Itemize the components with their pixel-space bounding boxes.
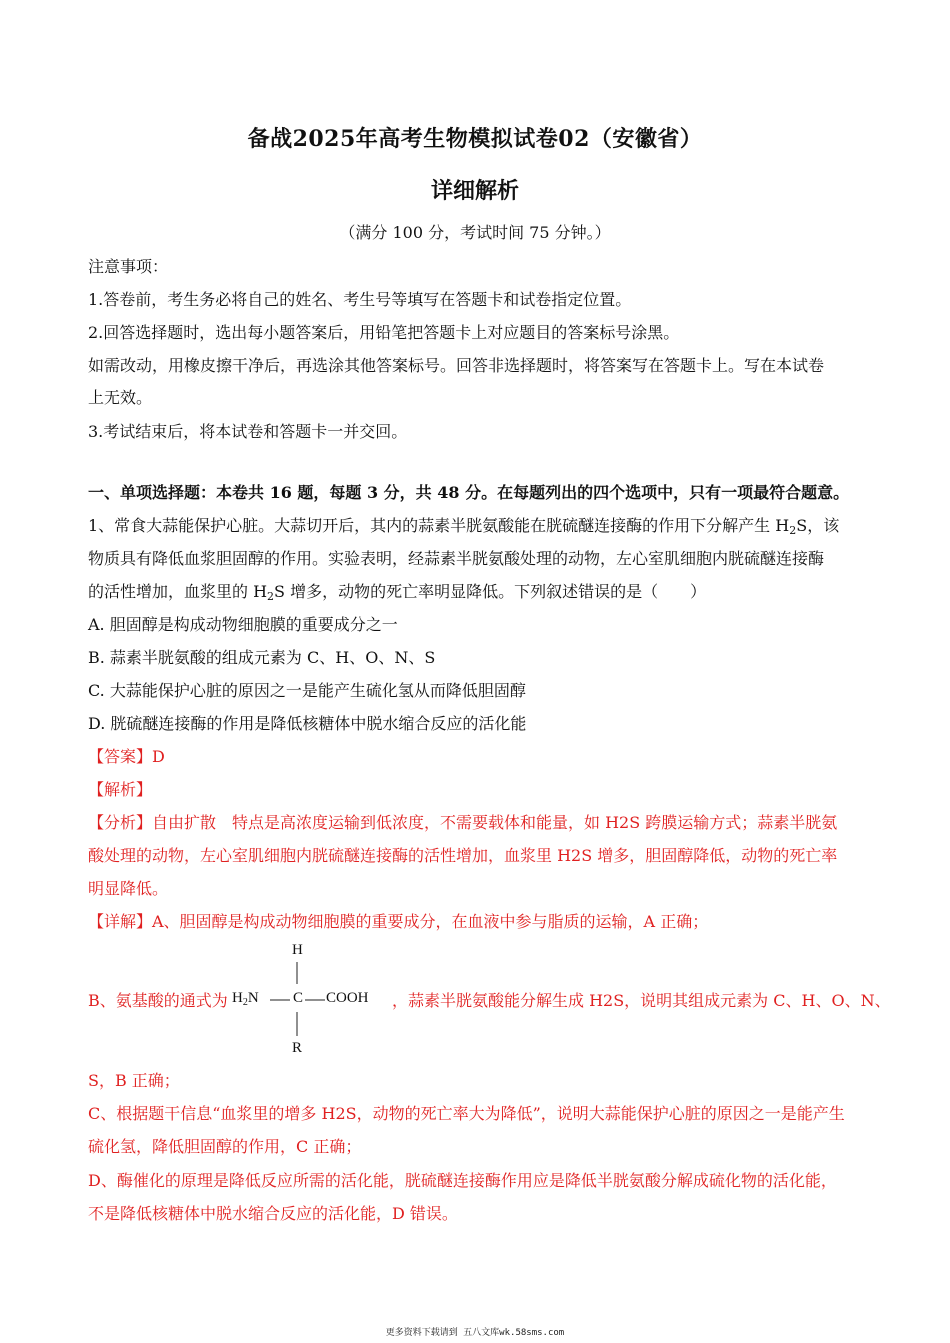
answer-label: 【答案】D: [88, 747, 165, 766]
notice-item: 上无效。: [88, 388, 153, 407]
page-subtitle: 详细解析: [430, 178, 519, 204]
formula-carboxyl-group: COOH: [326, 990, 369, 1006]
question-stem-line: 物质具有降低血浆胆固醇的作用。实验表明，经蒜素半胱氨酸处理的动物，左心室肌细胞内胱硫醚连接酶: [88, 549, 825, 568]
detail-text: D、酶催化的原理是降低反应所需的活化能，胱硫醚连接酶作用应是降低半胱氨酸分解成硫化物的活化能，: [88, 1171, 837, 1190]
formula-top-atom: H: [292, 942, 303, 958]
option-a: A. 胆固醇是构成动物细胞膜的重要成分之一: [88, 615, 398, 634]
question-stem-line: 的活性增加，血浆里的 $H_2S$ 增多，动物的死亡率明显降低。下列叙述错误的是（ ）: [88, 582, 707, 603]
option-b: B. 蒜素半胱氨酸的组成元素为 C、H、O、N、S: [88, 648, 436, 667]
detail-text: ，蒜素半胱氨酸能分解生成 H2S，说明其组成元素为 C、H、O、N、: [392, 991, 891, 1010]
detail-text: C、根据题干信息“血浆里的增多 H2S，动物的死亡率大为降低”，说明大蒜能保护心脏的原因之一是能产生: [88, 1104, 845, 1123]
notice-item: 2.回答选择题时，选出每小题答案后，用铅笔把答题卡上对应题目的答案标号涂黑。: [88, 323, 680, 342]
notice-item: 3.考试结束后，将本试卷和答题卡一并交回。: [88, 422, 408, 441]
formula-r-group: R: [292, 1040, 303, 1056]
exam-meta: （满分 100 分，考试时间 75 分钟。）: [339, 223, 611, 242]
page-footer: 更多资料下载请到 五八文库wk.58sms.com: [385, 1328, 565, 1338]
analysis-text: 【分析】自由扩散 特点是高浓度运输到低浓度，不需要载体和能量，如 H2S 跨膜运输方式；蒜素半胱氨: [88, 813, 838, 832]
analysis-label: 【解析】: [88, 780, 153, 799]
formula-bonds: [232, 942, 382, 1062]
detail-text: 【详解】A、胆固醇是构成动物细胞膜的重要成分，在血液中参与脂质的运输，A 正确；: [88, 912, 709, 931]
page-title: 备战2025年高考生物模拟试卷02（安徽省）: [247, 126, 703, 152]
amino-acid-formula: [232, 942, 382, 1062]
analysis-text: 明显降低。: [88, 879, 169, 898]
option-c: C. 大蒜能保护心脏的原因之一是能产生硫化氢从而降低胆固醇: [88, 681, 526, 700]
question-stem-line: 1、常食大蒜能保护心脏。大蒜切开后，其内的蒜素半胱氨酸能在胱硫醚连接酶的作用下分解产生 $H_2S$，该: [88, 516, 840, 537]
notice-heading: 注意事项：: [88, 257, 169, 276]
option-d: D. 胱硫醚连接酶的作用是降低核糖体中脱水缩合反应的活化能: [88, 714, 527, 733]
analysis-text: 酸处理的动物，左心室肌细胞内胱硫醚连接酶的活性增加，血浆里 H2S 增多，胆固醇降低，动物的死亡率: [88, 846, 838, 865]
detail-text: S，B 正确；: [88, 1071, 180, 1090]
section-heading: 一、单项选择题：本卷共 16 题，每题 3 分，共 48 分。在每题列出的四个选项中，只有一项最符合题意。: [88, 483, 850, 502]
detail-text: B、氨基酸的通式为: [88, 991, 228, 1010]
notice-item: 1.答卷前，考生务必将自己的姓名、考生号等填写在答题卡和试卷指定位置。: [88, 290, 632, 309]
formula-amino-group: $H_2N$: [232, 990, 259, 1008]
detail-text: 不是降低核糖体中脱水缩合反应的活化能，D 错误。: [88, 1204, 458, 1223]
notice-item: 如需改动，用橡皮擦干净后，再选涂其他答案标号。回答非选择题时，将答案写在答题卡上。写在本试卷: [88, 356, 825, 375]
detail-text: 硫化氢，降低胆固醇的作用，C 正确；: [88, 1137, 362, 1156]
formula-center-atom: C: [293, 990, 304, 1006]
